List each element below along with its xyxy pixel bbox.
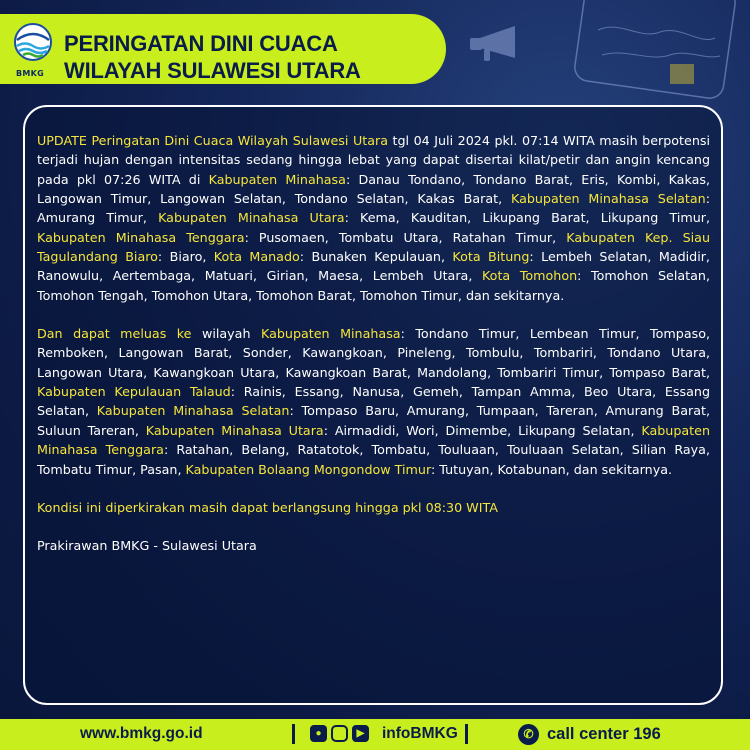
- instagram-icon[interactable]: [331, 725, 348, 742]
- footer-bar: [0, 719, 750, 750]
- call-center[interactable]: call center 196: [547, 725, 661, 743]
- region-highlight: Kabupaten Minahasa Selatan: [96, 403, 290, 419]
- youtube-icon[interactable]: ▶: [352, 725, 369, 742]
- region-highlight: Kabupaten Kepulauan Talaud: [37, 384, 231, 400]
- website-link[interactable]: www.bmkg.go.id: [80, 725, 203, 742]
- body-text: : Bunaken Kepulauan,: [299, 249, 453, 265]
- region-highlight: Kabupaten Minahasa Utara: [145, 422, 324, 438]
- warning-paragraph-extension: [37, 324, 710, 479]
- region-highlight: Dan dapat meluas ke: [37, 326, 192, 342]
- region-highlight: Kabupaten Minahasa Utara: [158, 210, 345, 226]
- body-text: : Lembeh Selatan, Madidir, Ranowulu, Aertembaga, Matuari, Girian, Maesa, Lembeh Utara,: [37, 249, 710, 284]
- region-highlight: Kabupaten Minahasa Tenggara: [37, 229, 245, 245]
- region-highlight: Kota Manado: [213, 249, 300, 265]
- page-title-line2: WILAYAH SULAWESI UTARA: [64, 58, 361, 83]
- region-highlight: Kabupaten Minahasa Selatan: [510, 191, 706, 207]
- body-text: wilayah: [191, 326, 261, 342]
- region-highlight: Kabupaten Minahasa: [260, 326, 401, 342]
- body-text: : Amurang Timur,: [37, 191, 711, 226]
- body-text: : Airmadidi, Wori, Dimembe, Likupang Selatan,: [323, 422, 642, 438]
- body-text: : Ratahan, Belang, Ratatotok, Tombatu, Touluaan, Touluaan Selatan, Silian Raya, Tombatu Timur, Pasan,: [37, 442, 710, 477]
- region-highlight: Kabupaten Bolaang Mongondow Timur: [185, 461, 431, 477]
- logo-text: BMKG: [16, 69, 45, 78]
- body-text: : Rainis, Essang, Nanusa, Gemeh, Tampan Amma, Beo Utara, Essang Selatan,: [37, 384, 710, 419]
- body-text: : Pusomaen, Tombatu Utara, Ratahan Timur,: [244, 229, 567, 245]
- region-highlight: Kabupaten Kep. Siau Tagulandang Biaro: [37, 229, 710, 265]
- body-text: : Kema, Kauditan, Likupang Barat, Likupang Timur,: [344, 210, 711, 226]
- body-text: : Danau Tondano, Tondano Barat, Eris, Kombi, Kakas, Langowan Timur, Langowan Selatan, Tondano Selatan, Kakas Barat,: [37, 171, 711, 207]
- body-text: : Tompaso Baru, Amurang, Tumpaan, Tareran, Amurang Barat, Suluun Tareran,: [37, 403, 710, 438]
- footer-divider: [465, 724, 468, 744]
- warning-text: [37, 131, 710, 575]
- social-handle[interactable]: infoBMKG: [382, 725, 458, 742]
- region-highlight: Kabupaten Minahasa: [208, 171, 346, 187]
- region-highlight: Kabupaten Minahasa Tenggara: [37, 422, 710, 458]
- region-highlight: UPDATE Peringatan Dini Cuaca Wilayah Sulawesi Utara: [37, 133, 388, 148]
- body-text: : Biaro,: [157, 249, 214, 265]
- page-title-line1: PERINGATAN DINI CUACA: [64, 31, 338, 56]
- footer-divider: [292, 724, 295, 744]
- warning-paragraph-current: [37, 131, 710, 305]
- region-highlight: Kota Bitung: [452, 249, 530, 265]
- body-text: : Tondano Timur, Lembean Timur, Tompaso, Remboken, Langowan Barat, Sonder, Kawangkoan, Pineleng, Tombulu, Tombariri, Tondano Utara, Langowan Utara, Kawangkoan Utara, Kawangkoan Barat, Mandolang, Tombariri Timur, Tompaso Barat,: [37, 326, 710, 380]
- body-text: tgl 04 Juli 2024 pkl. 07:14 WITA masih berpotensi terjadi hujan dengan intensitas sedang hingga lebat yang dapat disertai kilat/petir dan angin kencang pada pkl 07:26 WITA di: [37, 133, 710, 187]
- phone-icon: ✆: [518, 724, 539, 745]
- forecaster-credit: Prakirawan BMKG - Sulawesi Utara: [37, 538, 257, 554]
- header-banner: [0, 14, 446, 84]
- body-text: : Tutuyan, Kotabunan, dan sekitarnya.: [430, 461, 673, 477]
- bmkg-logo-icon: [11, 22, 55, 76]
- condition-text: Kondisi ini diperkirakan masih dapat berlangsung hingga pkl 08:30 WITA: [37, 499, 498, 515]
- social-icons: [310, 725, 369, 742]
- body-text: : Tomohon Selatan, Tomohon Tengah, Tomohon Utara, Tomohon Barat, Tomohon Timur, dan sekitarnya.: [37, 268, 710, 303]
- twitter-icon[interactable]: ●: [310, 725, 327, 742]
- region-highlight: Kota Tomohon: [482, 268, 578, 284]
